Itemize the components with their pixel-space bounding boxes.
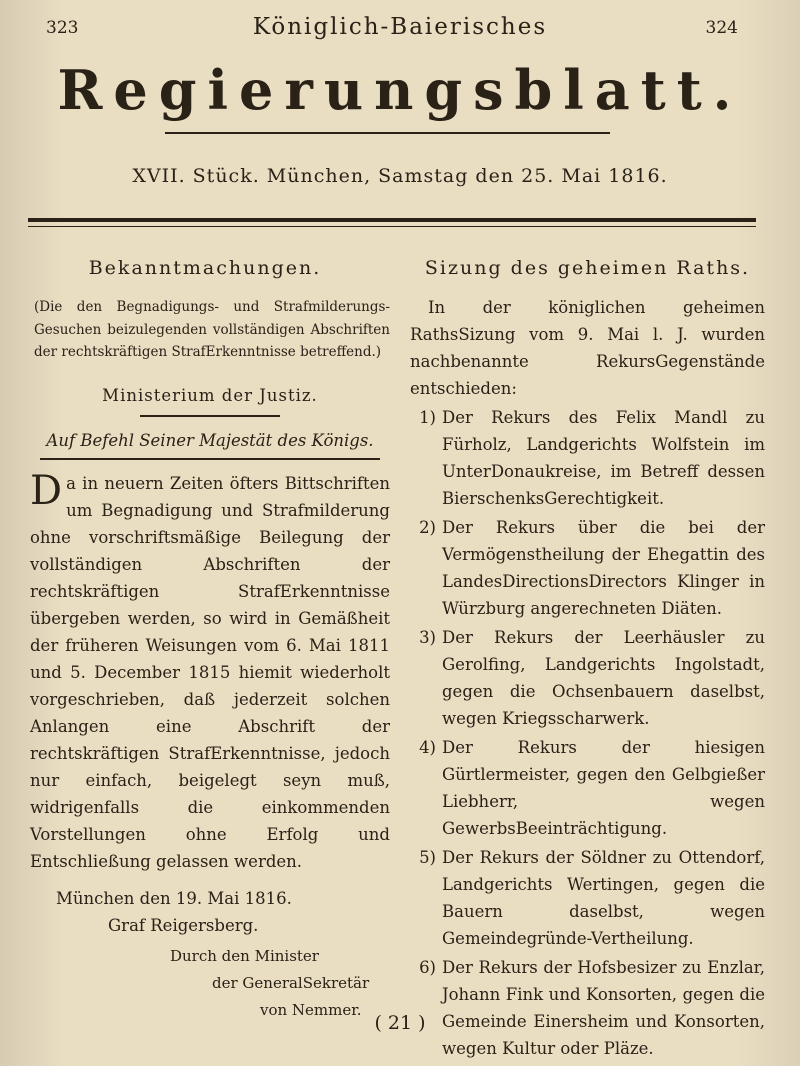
decree-text: a in neuern Zeiten öfters Bittschriften um Begnadigung und Strafmilderung ohne vorschriftsmäßige Beilegung der vollständigen Abschriften der rechtskräftigen StrafErkenntnisse übergeben werden, so wird in Gemäßheit der früheren Weisungen vom 6. Mai 1811 und 5. December 1815 hiemit wiederholt vorgeschrieben, daß jederzeit solchen Anlangen eine Abschrift der rechtskräftigen StrafErkenntnisse, jedoch nur einfach, beigelegt seyn muß, widrigenfalls die einkommenden Vorstellungen ohne Erfolg und Entschließung gelassen werden. <box>30 473 390 871</box>
list-item <box>410 844 765 952</box>
list-item <box>410 954 765 1062</box>
sheet-number: ( 21 ) <box>374 1012 426 1034</box>
item-text: Der Rekurs über die bei der Vermögenstheilung der Ehegattin des LandesDirectionsDirectors Klinger in Würzburg angerechneten Diäten. <box>442 518 765 618</box>
item-number: 4) <box>419 738 436 757</box>
left-heading: Bekanntmachungen. <box>88 257 322 279</box>
place-date: München den 19. Mai 1816. <box>56 888 292 908</box>
right-column <box>410 255 765 1062</box>
issue-line: XVII. Stück. München, Samstag den 25. Mai 1816. <box>132 165 668 187</box>
command-heading: Auf Befehl Seiner Majestät des Königs. <box>46 430 374 450</box>
item-number: 6) <box>419 958 436 977</box>
title-rule <box>165 132 610 134</box>
item-number: 3) <box>419 628 436 647</box>
item-text: Der Rekurs des Felix Mandl zu Fürholz, Landgerichts Wolfstein im UnterDonaukreise, im Betreff dessen BierschenksGerechtigkeit. <box>442 408 765 508</box>
header-rule-thick <box>28 218 756 222</box>
page-number-right: 324 <box>705 18 738 38</box>
item-text: Der Rekurs der Söldner zu Ottendorf, Landgerichts Wertingen, gegen die Bauern daselbst, wegen Gemeindegründe-Vertheilung. <box>442 848 765 948</box>
list-item <box>410 514 765 622</box>
command-rule <box>40 458 380 460</box>
item-number: 1) <box>419 408 436 427</box>
signer: Graf Reigersberg. <box>108 915 259 935</box>
item-text: Der Rekurs der Hofsbesizer zu Enzlar, Johann Fink und Konsorten, gegen die Gemeinde Einersheim und Konsorten, wegen Kultur oder Pläze. <box>442 958 765 1058</box>
right-heading: Sizung des geheimen Raths. <box>424 257 751 279</box>
header-rule-thin <box>28 226 756 227</box>
decree-body <box>30 467 390 875</box>
item-text: Der Rekurs der hiesigen Gürtlermeister, gegen den Gelbgießer Liebherr, wegen GewerbsBeeinträchtigung. <box>442 738 765 838</box>
recourse-list <box>410 404 765 1062</box>
left-column <box>30 255 390 1024</box>
list-item <box>410 624 765 732</box>
list-item <box>410 734 765 842</box>
item-text: Der Rekurs der Leerhäusler zu Gerolfing, Landgerichts Ingolstadt, gegen die Ochsenbauern daselbst, wegen Kriegsscharwerk. <box>442 628 765 728</box>
general-secretary: der GeneralSekretär <box>212 973 370 992</box>
ministry-heading: Ministerium der Justiz. <box>102 385 318 405</box>
newspaper-title: Regierungsblatt. <box>57 58 743 122</box>
item-number: 5) <box>419 848 436 867</box>
left-note: (Die den Begnadigungs- und Strafmilderungs-Gesuchen beizulegenden vollständigen Abschriften der rechtskräftigen StrafErkenntnisse betreffend.) <box>34 299 390 360</box>
right-intro: In der königlichen geheimen RathsSizung vom 9. Mai l. J. wurden nachbenannte RekursGegenstände entschieden: <box>410 298 765 398</box>
list-item <box>410 404 765 512</box>
drop-cap: D <box>30 467 63 514</box>
ministry-rule <box>140 415 280 417</box>
by-minister: Durch den Minister <box>170 946 319 965</box>
secretary-name: von Nemmer. <box>260 1000 362 1019</box>
item-number: 2) <box>419 518 436 537</box>
page-number-left: 323 <box>46 18 79 38</box>
kingdom-title: Königlich-Baierisches <box>252 14 548 40</box>
